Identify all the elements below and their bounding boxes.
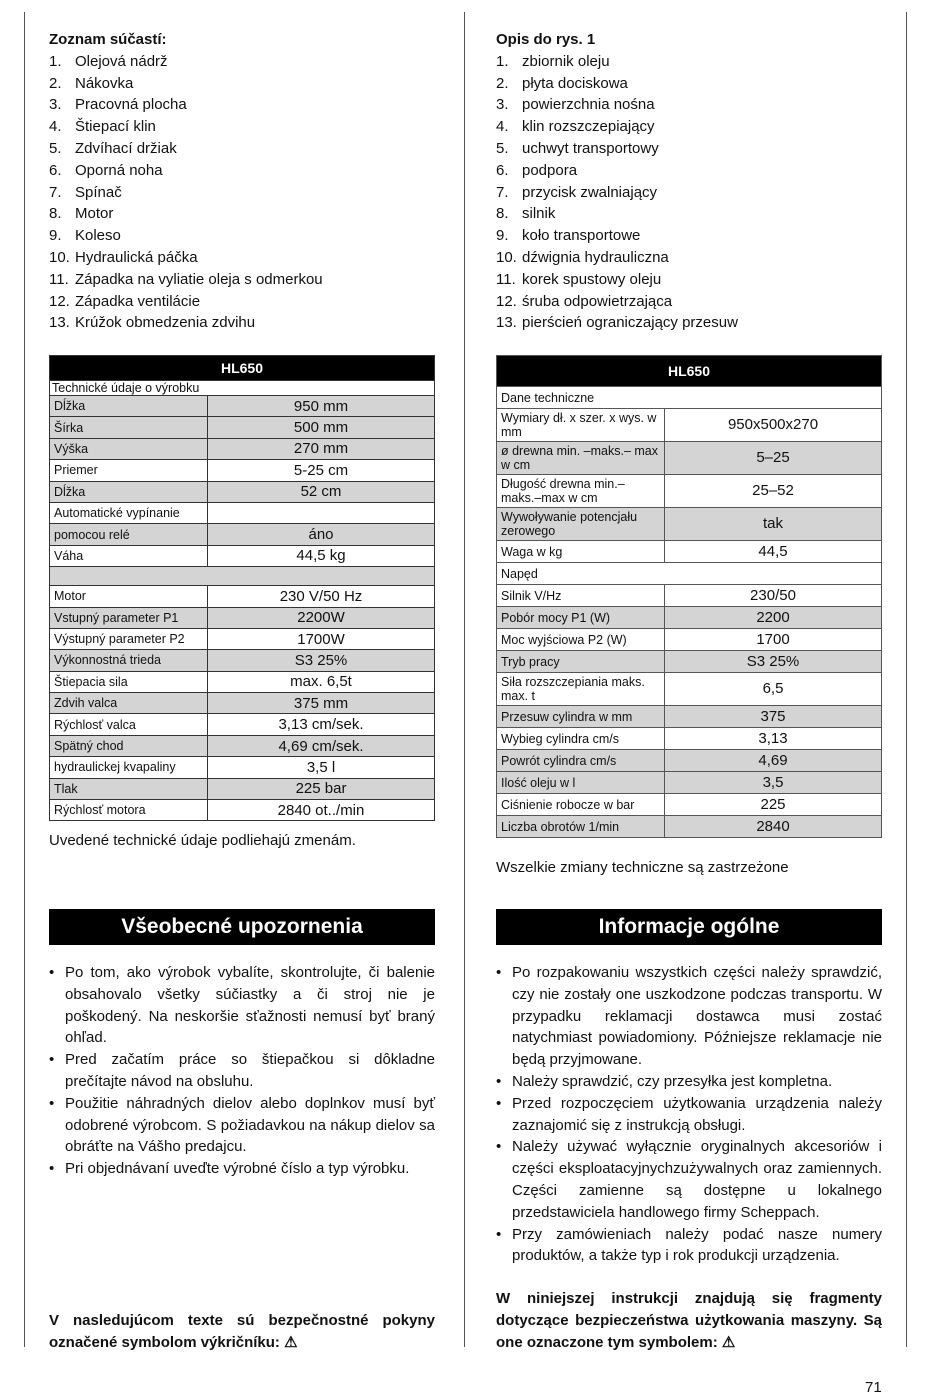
table-row: Siła rozszczepiania maks. max. t 6,5 <box>497 673 882 706</box>
list-item: 4. Štiepací klin <box>49 118 156 136</box>
polish-parts-list <box>496 51 882 334</box>
list-item: 10. Hydraulická páčka <box>49 248 198 266</box>
list-item: 12. śruba odpowietrzająca <box>496 292 673 310</box>
table-subtitle: Technické údaje o výrobku <box>50 381 435 396</box>
list-item: • Należy używać wyłącznie oryginalnych akcesoriów i części eksploatacyjnychzużywalnych oraz zamiennych. Części zamienne są dostępne u lokalnego przedstawiciela handlowego firmy Scheppach. <box>496 1136 882 1223</box>
table-row: Dĺžka 52 cm <box>50 481 435 502</box>
slovak-parts-list <box>49 51 435 334</box>
list-item: 8. silnik <box>496 205 556 223</box>
slovak-spec-table <box>49 355 435 821</box>
list-item: 9. Koleso <box>49 227 121 245</box>
table-row: Váha 44,5 kg <box>50 545 435 566</box>
table-row: Rýchlosť valca 3,13 cm/sek. <box>50 714 435 735</box>
list-item: 11. Západka na vyliatie oleja s odmerkou <box>49 270 323 288</box>
table-row: Výkonnostná trieda S3 25% <box>50 650 435 671</box>
slovak-general-notes <box>49 962 435 1180</box>
table-row: Wybieg cylindra cm/s 3,13 <box>497 728 882 750</box>
table-row: Ciśnienie robocze w bar 225 <box>497 794 882 816</box>
slovak-general-banner: Všeobecné upozornenia <box>49 909 435 945</box>
table-row: Wymiary dł. x szer. x wys. w mm 950x500x270 <box>497 409 882 442</box>
table-row: ø drewna min. –maks.– max w cm 5–25 <box>497 442 882 475</box>
list-item: 12. Západka ventilácie <box>49 292 201 310</box>
list-item: • Po tom, ako výrobok vybalíte, skontrolujte, či balenie obsahovalo všetky súčiastky a či stroj nie je poškodený. Na neskoršie sťažnosti nemusí byť braný ohľad. <box>49 962 435 1049</box>
list-item: 5. Zdvíhací držiak <box>49 139 177 157</box>
slovak-parts-title: Zoznam súčastí: <box>49 31 167 48</box>
table-row: Liczba obrotów 1/min 2840 <box>497 816 882 838</box>
table-row: Wywoływanie potencjału zerowego tak <box>497 508 882 541</box>
polish-table-note: Wszelkie zmiany techniczne są zastrzeżone <box>496 859 789 876</box>
polish-parts-section <box>496 29 882 334</box>
polish-general-banner: Informacje ogólne <box>496 909 882 945</box>
page-number: 71 <box>865 1379 882 1396</box>
list-item: • Należy sprawdzić, czy przesyłka jest kompletna. <box>496 1071 882 1093</box>
list-item: 1. Olejová nádrž <box>49 52 168 70</box>
table-row: pomocou relé áno <box>50 524 435 545</box>
list-item: 6. podpora <box>496 161 578 179</box>
list-item: 6. Oporná noha <box>49 161 163 179</box>
table-spacer-row <box>50 567 435 586</box>
list-item: 8. Motor <box>49 205 114 223</box>
table-row: Rýchlosť motora 2840 ot../min <box>50 800 435 821</box>
table-row: Výstupný parameter P2 1700W <box>50 628 435 649</box>
list-item: • Przy zamówieniach należy podać nasze numery produktów, a także typ i rok produkcji urządzenia. <box>496 1224 882 1268</box>
list-item: 7. przycisk zwalniający <box>496 183 658 201</box>
table-row: Automatické vypínanie <box>50 502 435 523</box>
list-item: • Použitie náhradných dielov alebo doplnkov musí byť odobrené výrobcom. S požiadavkou na nákup dielov sa obráťte na Vášho predajcu. <box>49 1093 435 1158</box>
polish-parts-title: Opis do rys. 1 <box>496 31 596 48</box>
table-row: Silnik V/Hz 230/50 <box>497 585 882 607</box>
table-row: Tryb pracy S3 25% <box>497 651 882 673</box>
list-item: 7. Spínač <box>49 183 122 201</box>
list-item: • Pri objednávaní uveďte výrobné číslo a typ výrobku. <box>49 1158 435 1180</box>
list-item: 9. koło transportowe <box>496 227 641 245</box>
table-section-label: Napęd <box>497 563 882 585</box>
table-section-label: Dane techniczne <box>497 387 882 409</box>
table-row: Motor 230 V/50 Hz <box>50 586 435 607</box>
list-item: 2. płyta dociskowa <box>496 74 628 92</box>
table-model-header: HL650 <box>50 356 435 381</box>
table-row: Vstupný parameter P1 2200W <box>50 607 435 628</box>
list-item: 4. klin rozszczepiający <box>496 118 655 136</box>
polish-safety-note: W niniejszej instrukcji znajdują się fragmenty dotyczące bezpieczeństwa użytkowania maszyny. Są one oznaczone tym symbolem: ⚠ <box>496 1290 882 1351</box>
table-row: Tlak 225 bar <box>50 778 435 799</box>
right-margin-rule <box>906 12 907 1347</box>
table-row: Przesuw cylindra w mm 375 <box>497 706 882 728</box>
slovak-safety-note: V nasledujúcom texte sú bezpečnostné pokyny označené symbolom výkričníku: ⚠ <box>49 1312 435 1351</box>
list-item: 13. Krúžok obmedzenia zdvihu <box>49 314 256 332</box>
slovak-parts-section <box>49 29 435 334</box>
table-row: Priemer 5-25 cm <box>50 460 435 481</box>
table-row: Zdvih valca 375 mm <box>50 693 435 714</box>
table-row: Pobór mocy P1 (W) 2200 <box>497 607 882 629</box>
table-model-header: HL650 <box>497 356 882 387</box>
table-row: Dĺžka 950 mm <box>50 396 435 417</box>
list-item: 11. korek spustowy oleju <box>496 270 662 288</box>
list-item: 13. pierścień ograniczający przesuw <box>496 314 738 332</box>
list-item: 10. dźwignia hydrauliczna <box>496 248 669 266</box>
list-item: • Przed rozpoczęciem użytkowania urządzenia należy zaznajomić się z instrukcją obsługi. <box>496 1093 882 1137</box>
list-item: 3. Pracovná plocha <box>49 96 187 114</box>
center-divider-rule <box>464 12 465 1347</box>
list-item: • Pred začatím práce so štiepačkou si dôkladne prečítajte návod na obsluhu. <box>49 1049 435 1093</box>
table-row: Waga w kg 44,5 <box>497 541 882 563</box>
table-row: hydraulickej kvapaliny 3,5 l <box>50 757 435 778</box>
list-item: 1. zbiornik oleju <box>496 52 610 70</box>
table-row: Spätný chod 4,69 cm/sek. <box>50 735 435 756</box>
list-item: 2. Nákovka <box>49 74 134 92</box>
table-row: Moc wyjściowa P2 (W) 1700 <box>497 629 882 651</box>
table-row: Šírka 500 mm <box>50 417 435 438</box>
polish-spec-table-wrap <box>496 355 882 878</box>
list-item: 3. powierzchnia nośna <box>496 96 655 114</box>
polish-spec-table <box>496 355 882 838</box>
list-item: 5. uchwyt transportowy <box>496 139 659 157</box>
list-item: • Po rozpakowaniu wszystkich części należy sprawdzić, czy nie zostały one uszkodzone podczas transportu. W przypadku reklamacji dostawca musi zostać natychmiast powiadomiony. Późniejsze reklamacje nie będą przyjmowane. <box>496 962 882 1071</box>
left-margin-rule <box>24 12 25 1347</box>
table-row: Ilość oleju w l 3,5 <box>497 772 882 794</box>
table-row: Výška 270 mm <box>50 438 435 459</box>
table-row: Štiepacia sila max. 6,5t <box>50 671 435 692</box>
table-row: Powrót cylindra cm/s 4,69 <box>497 750 882 772</box>
table-row: Długość drewna min.– maks.–max w cm 25–52 <box>497 475 882 508</box>
slovak-spec-table-wrap <box>49 355 435 851</box>
polish-general-notes <box>496 962 882 1267</box>
slovak-table-note: Uvedené technické údaje podliehajú zmenám. <box>49 832 356 850</box>
